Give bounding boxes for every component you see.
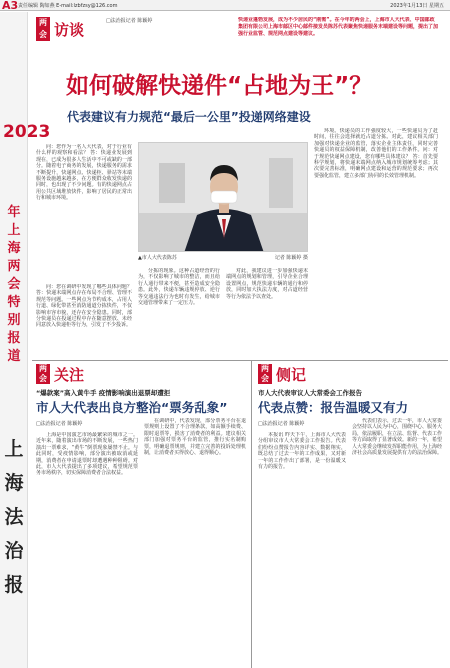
article-byline: □法治报记者 陈颖婷 (258, 421, 305, 427)
delegate-photo (138, 142, 308, 252)
article-column-2 (144, 418, 246, 664)
masthead-bar (0, 0, 450, 11)
article-paragraph: 对此，我建议进一步加强快递末端网点的规划和管理，引导企业合理设置网点，规范快递车辆的通行和停放，同时加大执法力度，对占道经营等行为依法予以查处。 (226, 268, 308, 300)
date-line: 2023年1月13日 星期五 (390, 3, 444, 9)
article-subhead: 代表建议有力规范“最后一公里”投递网络建设 (67, 110, 311, 124)
person-photo-illustration (139, 143, 308, 252)
sidebar-title: 年上海两会特别报道 (7, 205, 21, 364)
article-column-5 (314, 128, 438, 380)
article-paragraph: 分拣的现象。这种占道经营的行为，不仅影响了城市的整洁，而且给行人通行带来不便，甚至造成安全隐患。此外，快递车辆违规停放、逆行等交通违法行为也时有发生，给城市交通管理带来了一定压力。 (138, 268, 220, 307)
section-tag: 两会 (36, 17, 50, 41)
page-number: A3 (2, 0, 19, 12)
section-divider (32, 360, 448, 361)
editor-line: 责任编辑 陶如燕 E-mail:lzbfzsy@126.com (18, 3, 118, 9)
article-headline: 市人大代表出良方整治“票务乱象” (36, 400, 228, 415)
section-tag: 两会 (258, 364, 272, 384)
article-column-1 (36, 144, 132, 278)
article-column-1 (258, 432, 346, 664)
article-paragraph: 在调研中，代表发现，部分票务平台在退票规则上设置了不合理条款，如高额手续费、限时退票等，损害了消费者的利益。建议相关部门加强对票务平台的监管，推行实名制购票，明确退票规则，并建立完善的投诉处理机制，让消费者买得放心、退得顺心。 (144, 418, 246, 457)
article-headline: 代表点赞：报告温暖又有力 (258, 400, 409, 415)
article-paragraph: 上海是中国演艺市场最繁荣的城市之一。近年来，随着演出市场的不断发展，一些热门演出一票难求，“黄牛”倒票现象屡禁不止。与此同时，受疫情影响，部分演出被取消或延期，消费者在申请退票时却遭遇种种阻碍。对此，市人大代表提出了多项建议，希望规范票务市场秩序，切实保障消费者合法权益。 (36, 432, 138, 477)
article-kicker: 市人大代表审议人大常委会工作报告 (258, 389, 362, 397)
article-intro: 快递业蓬勃发展，成为不少居民的“刚需”。在今年的两会上，上海市人大代表、中国邮政集团有限公司上海市邮区中心邮件接发员陈苏代表聚焦快递服务末端建设等问题，提出了加强行业监管、规范网点建设等建议。 (238, 17, 438, 37)
article-byline: □法治报记者 陈颖婷 (36, 421, 83, 427)
section-tag-text: 访谈 (54, 21, 85, 39)
photo-credit: 记者 陈颖婷 摄 (274, 255, 308, 261)
article-paragraph: 代表们表示，过去一年，市人大常委会坚持以人民为中心，围绕中心、服务大局，依法履职，在立法、监督、代表工作等方面取得了显著成效。新的一年，希望人大常委会继续发挥职能作用，为上海经济社会高质量发展提供有力的法治保障。 (352, 418, 442, 457)
article-kicker: “爆款案”高入黄牛手 疫情影响演出退票却遭拒 (36, 389, 171, 397)
article-paragraph: 环境。快递员的工作强度较大，一些快递员为了赶时间，往往会选择就近占道分拣。对此，建议相关部门加强对快递企业的监管，落实企业主体责任，同时完善快递员的权益保障机制，改善他们的工作条件。问：对于规范快递网点建设，您有哪些具体建议？ 答：首先要科学规划，将快递末端网点纳入城市规划统筹考虑；其次要完善标准，明确网点建设和运营的规范要求；再次要强化监管，建立多部门协同的长效管理机制。 (314, 128, 438, 179)
section-tag-text: 侧记 (276, 366, 307, 384)
article-column-1 (36, 432, 138, 664)
section-tag: 两会 (36, 364, 50, 384)
article-column-3 (138, 268, 220, 380)
sidebar-year: 2023 (3, 122, 51, 142)
article-byline: □法治报记者 陈颖婷 (106, 18, 153, 24)
column-divider (251, 361, 252, 668)
article-paragraph: 问：您在调研中发现了哪些具体问题？ 答：快递末端网点存在布局不合理、管理不规范等问题。一些网点为节约成本，占用人行道、绿化带甚至消防通道分拣快件，不仅影响市容市貌，还存在安全隐患。同时，部分快递员在投递过程中存在随意摆放、未经同意放入快递柜等行为，引发了不少投诉。 (36, 284, 132, 329)
newspaper-brand: 上海法治报 (4, 438, 24, 596)
photo-caption-subject: ▲市人大代表陈苏 (138, 255, 177, 261)
article-paragraph: 本报讯 昨天下午，上海市人大代表分组审议市人大常委会工作报告。代表们纷纷点赞报告内容详实、数据翔实，既总结了过去一年的工作成果，又对新一年的工作作出了部署，是一份温暖又有力的报告。 (258, 432, 346, 471)
special-report-sidebar (0, 12, 51, 668)
article-paragraph: 问：您作为一名人大代表，对于行业有什么样的观察和看法？ 答：快递业发展到现在，已成为很多人生活中不可或缺的一部分。随着电子商务的发展，快递服务的需求不断提升，快递网点、快递柜、驿站等末端服务设施越来越多，在方便群众收发快递的同时，也出现了不少问题。有的快递网点占用公共区域堆放快件，影响了居民的正常出行和城市环境。 (36, 144, 132, 202)
article-headline: 如何破解快递件“占地为王”？ (66, 73, 373, 99)
section-tag-text: 关注 (54, 366, 85, 384)
article-column-2 (352, 418, 442, 664)
